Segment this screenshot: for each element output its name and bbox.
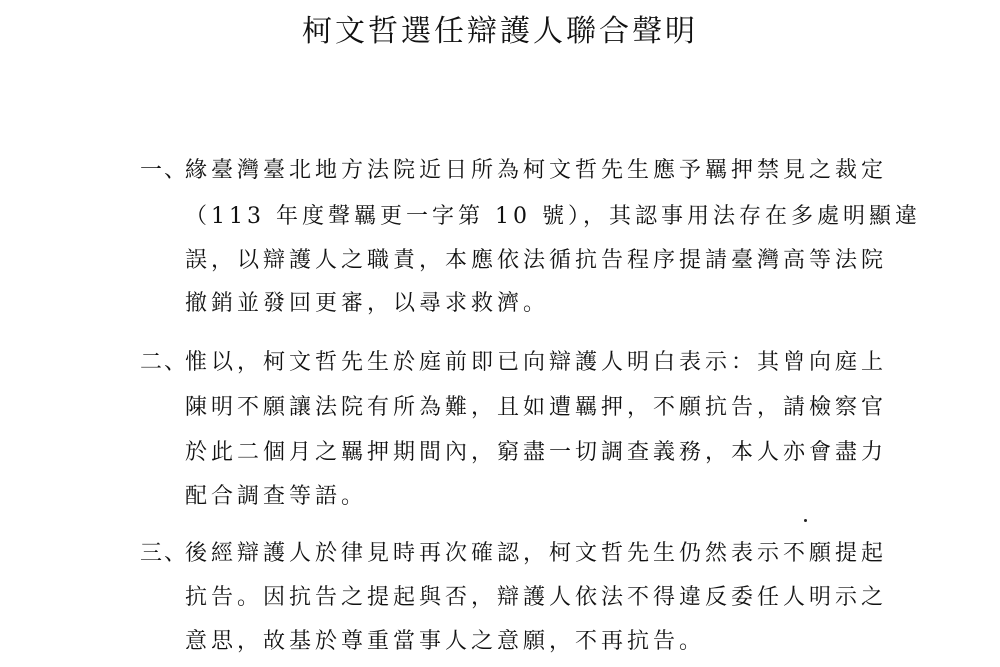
paragraph-2-marker: 二、 — [140, 350, 189, 375]
paragraph-2-line-4: 配合調查等語。 — [185, 484, 368, 509]
paragraph-3-line-1: 後經辯護人於律見時再次確認，柯文哲先生仍然表示不願提起 — [185, 541, 888, 566]
paragraph-3-line-3: 意思，故基於尊重當事人之意願，不再抗告。 — [185, 629, 706, 654]
paragraph-2-line-3: 於此二個月之羈押期間內，窮盡一切調查義務，本人亦會盡力 — [185, 440, 888, 465]
document-title: 柯文哲選任辯護人聯合聲明 — [302, 14, 698, 49]
paragraph-1-line-3: 誤，以辯護人之職責，本應依法循抗告程序提請臺灣高等法院 — [185, 248, 888, 273]
paragraph-2-line-2: 陳明不願讓法院有所為難，且如遭羈押，不願抗告，請檢察官 — [185, 395, 888, 420]
paragraph-2-line-1: 惟以，柯文哲先生於庭前即已向辯護人明白表示：其曾向庭上 — [185, 350, 888, 375]
paragraph-1-line-4: 撤銷並發回更審，以尋求救濟。 — [185, 291, 550, 316]
paragraph-3-marker: 三、 — [140, 541, 189, 566]
paragraph-1-line-1: 緣臺灣臺北地方法院近日所為柯文哲先生應予羈押禁見之裁定 — [185, 158, 888, 183]
paragraph-1-marker: 一、 — [140, 158, 189, 183]
paragraph-3-line-2: 抗告。因抗告之提起與否，辯護人依法不得違反委任人明示之 — [185, 585, 888, 610]
stray-mark — [804, 519, 807, 522]
paragraph-1-line-2: （113 年度聲羈更一字第 10 號），其認事用法存在多處明顯違 — [185, 204, 921, 229]
